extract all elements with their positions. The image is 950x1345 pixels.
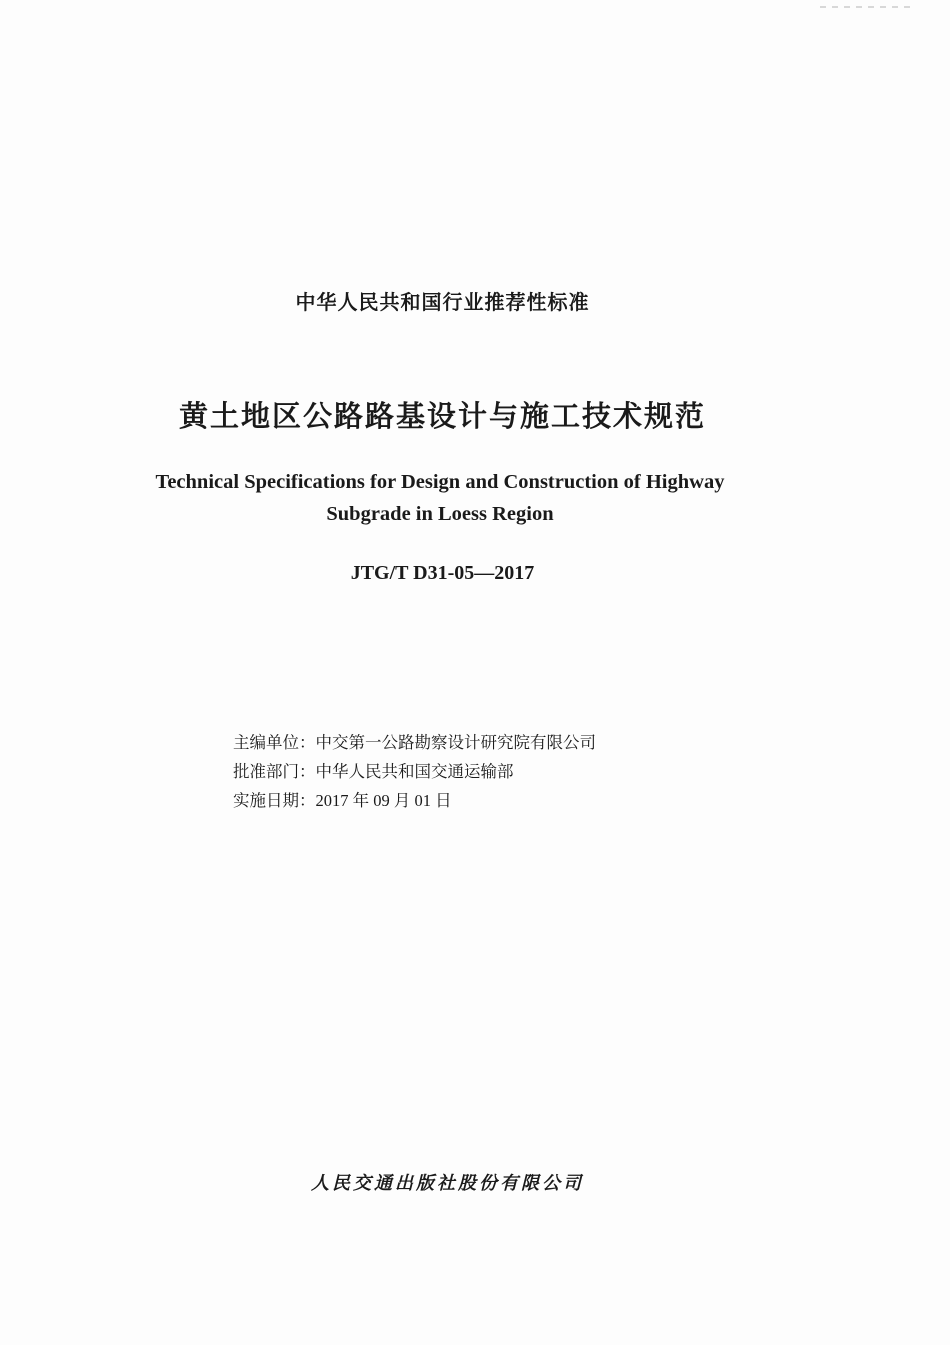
info-row-editor bbox=[233, 728, 596, 757]
info-label: 批准部门： bbox=[233, 762, 316, 781]
title-en-line-2: Subgrade in Loess Region bbox=[326, 503, 554, 525]
info-label: 实施日期： bbox=[233, 791, 316, 810]
document-title-english bbox=[100, 466, 780, 530]
info-block bbox=[233, 728, 596, 815]
info-label: 主编单位： bbox=[233, 733, 316, 752]
info-value: 中交第一公路勘察设计研究院有限公司 bbox=[315, 733, 596, 752]
publisher: 人民交通出版社股份有限公司 bbox=[311, 1173, 584, 1194]
info-value: 中华人民共和国交通运输部 bbox=[315, 762, 514, 781]
standard-code: JTG/T D31-05—2017 bbox=[350, 562, 535, 584]
standard-category: 中华人民共和国行业推荐性标准 bbox=[295, 290, 590, 314]
scan-artifact bbox=[820, 6, 910, 8]
info-row-effective-date bbox=[233, 786, 596, 815]
info-value: 2017 年 09 月 01 日 bbox=[315, 791, 452, 810]
document-title-chinese: 黄土地区公路路基设计与施工技术规范 bbox=[178, 399, 706, 433]
title-en-line-1: Technical Specifications for Design and Construction of Highway bbox=[155, 471, 725, 493]
info-row-approver bbox=[233, 757, 596, 786]
